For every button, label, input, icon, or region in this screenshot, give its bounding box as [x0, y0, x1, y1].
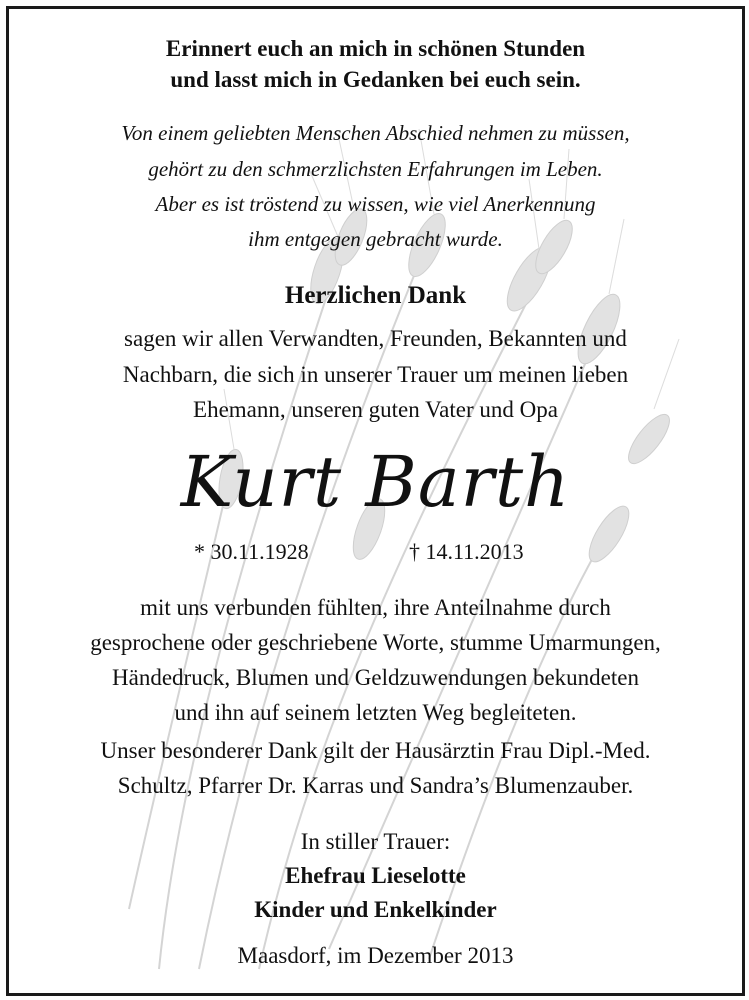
- mourner-name-2: Kinder und Enkelkinder: [254, 897, 497, 922]
- special-thanks-line-1: Unser besonderer Dank gilt der Hausärztin Frau Dipl.-Med.: [100, 738, 651, 763]
- death-date: † 14.11.2013: [409, 539, 524, 564]
- body-text-line-1: mit uns verbunden fühlten, ihre Anteilnahme durch: [140, 595, 611, 620]
- quote-line-1: Von einem geliebten Menschen Abschied nehmen zu müssen,: [121, 121, 630, 145]
- motto-line-1: Erinnert euch an mich in schönen Stunden: [165, 36, 586, 61]
- special-thanks-line-2: Schultz, Pfarrer Dr. Karras und Sandra’s Blumenzauber.: [117, 773, 634, 798]
- thanks-text-line-1: sagen wir allen Verwandten, Freunden, Bekannten und: [124, 326, 627, 351]
- mourner-name-1: Ehefrau Lieselotte: [285, 863, 466, 888]
- thanks-text-line-3: Ehemann, unseren guten Vater und Opa: [193, 397, 558, 422]
- body-text-line-3: Händedruck, Blumen und Geldzuwendungen bekundeten: [112, 665, 639, 690]
- notice-frame: [6, 6, 745, 996]
- quote-line-4: ihm entgegen gebracht wurde.: [248, 227, 503, 251]
- body-text-line-4: und ihn auf seinem letzten Weg begleiteten.: [174, 700, 577, 725]
- thanks-text-line-2: Nachbarn, die sich in unserer Trauer um meinen lieben: [122, 362, 629, 387]
- deceased-name: Kurt Barth: [180, 441, 571, 523]
- place-date: Maasdorf, im Dezember 2013: [237, 943, 514, 968]
- thanks-heading: Herzlichen Dank: [284, 282, 467, 309]
- mourners-intro: In stiller Trauer:: [300, 829, 451, 854]
- notice-content: [9, 9, 742, 993]
- body-text-line-2: gesprochene oder geschriebene Worte, stumme Umarmungen,: [90, 630, 661, 655]
- quote-line-3: Aber es ist tröstend zu wissen, wie viel Anerkennung: [155, 192, 596, 216]
- motto-line-2: und lasst mich in Gedanken bei euch sein.: [170, 67, 581, 92]
- birth-date: * 30.11.1928: [194, 539, 309, 564]
- quote-line-2: gehört zu den schmerzlichsten Erfahrungen im Leben.: [148, 157, 603, 181]
